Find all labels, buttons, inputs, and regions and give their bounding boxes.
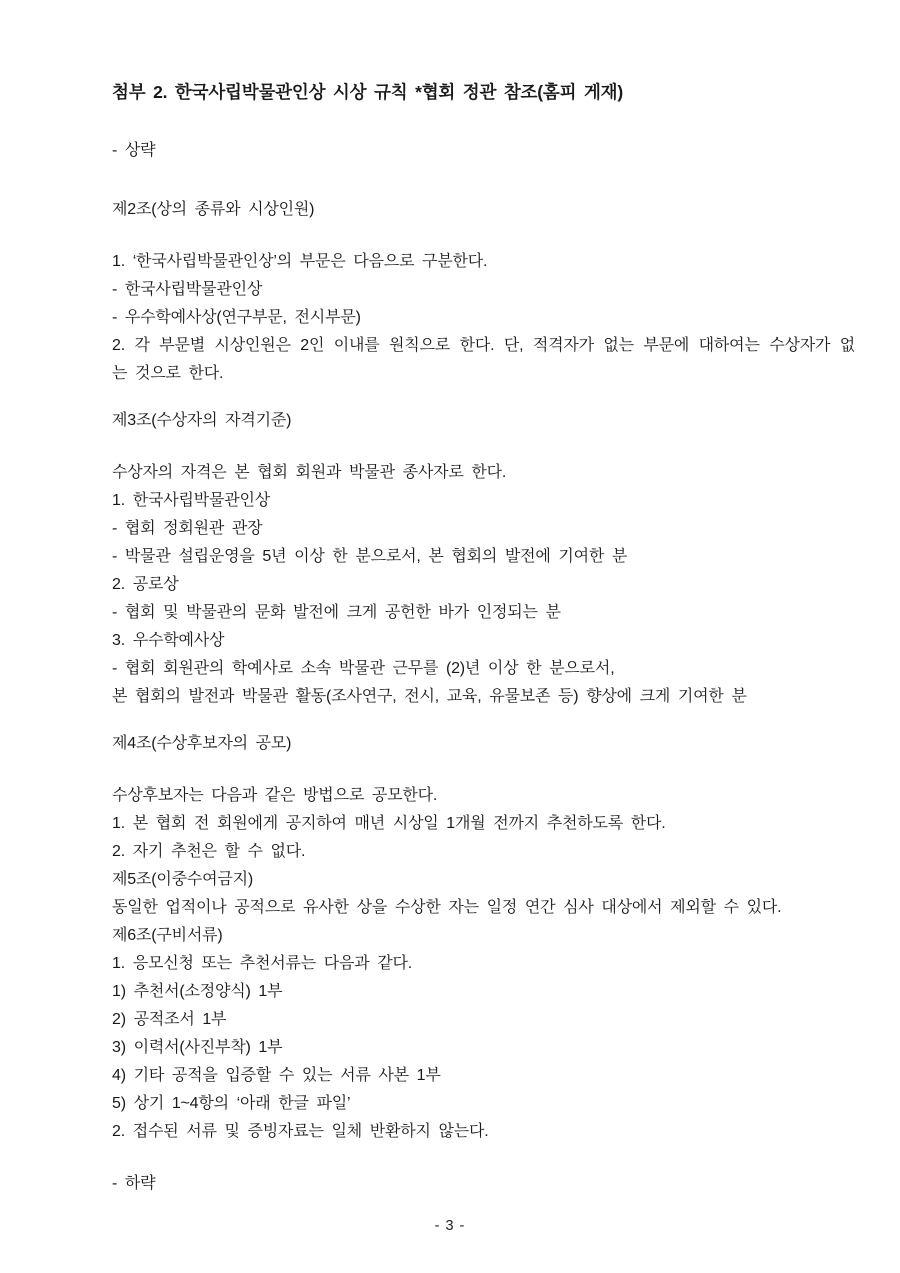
text-line: 1. ‘한국사립박물관인상’의 부문은 다음으로 구분한다. (112, 253, 488, 270)
text-line: - 하략 (112, 1175, 156, 1192)
text-line: 1. 한국사립박물관인상 (112, 492, 270, 509)
blank-gap (112, 1146, 855, 1170)
text-line: 2. 각 부문별 시상인원은 2인 이내를 원칙으로 한다. 단, 적격자가 없는 부문에 대하여는 수상자가 없 (112, 337, 855, 354)
text-line: 1. 응모신청 또는 추천서류는 다음과 같다. (112, 955, 413, 972)
text-line: 제5조(이중수여금지) (112, 871, 254, 888)
text-line: 2. 자기 추천은 할 수 없다. (112, 843, 306, 860)
blank-gap (112, 388, 855, 407)
blank-gap (112, 711, 855, 730)
text-line: 제3조(수상자의 자격기준) (112, 412, 292, 429)
text-line: - 한국사립박물관인상 (112, 281, 263, 298)
text-line: - 상략 (112, 142, 156, 159)
text-line: 5) 상기 1~4항의 ‘아래 한글 파일’ (112, 1095, 351, 1112)
blank-gap (112, 435, 855, 459)
text-line: 2. 접수된 서류 및 증빙자료는 일체 반환하지 않는다. (112, 1123, 489, 1140)
text-line: 수상자의 자격은 본 협회 회원과 박물관 종사자로 한다. (112, 464, 507, 481)
text-line: - 협회 정회원관 관장 (112, 520, 263, 537)
blank-gap (112, 165, 855, 196)
text-line: 2) 공적조서 1부 (112, 1011, 227, 1028)
text-line: 4) 기타 공적을 입증할 수 있는 서류 사본 1부 (112, 1067, 441, 1084)
page-number: - 3 - (434, 1218, 466, 1234)
text-line: 1. 본 협회 전 회원에게 공지하여 매년 시상일 1개월 전까지 추천하도록 한다. (112, 815, 666, 832)
text-line: 2. 공로상 (112, 576, 179, 593)
text-line: - 박물관 설립운영을 5년 이상 한 분으로서, 본 협회의 발전에 기여한 분 (112, 548, 628, 565)
blank-gap (112, 224, 855, 248)
lines-container (112, 137, 855, 1198)
text-line: 는 것으로 한다. (112, 365, 224, 382)
text-line: 제2조(상의 종류와 시상인원) (112, 201, 315, 218)
text-line: 1) 추천서(소정양식) 1부 (112, 983, 283, 1000)
text-line: - 협회 회원관의 학예사로 소속 박물관 근무를 (2)년 이상 한 분으로서, (112, 660, 615, 677)
text-line: - 우수학예사상(연구부문, 전시부문) (112, 309, 361, 326)
text-line: 3. 우수학예사상 (112, 632, 225, 649)
text-line: 수상후보자는 다음과 같은 방법으로 공모한다. (112, 787, 438, 804)
text-line: 본 협회의 발전과 박물관 활동(조사연구, 전시, 교육, 유물보존 등) 향상에 크게 기여한 분 (112, 688, 747, 705)
blank-gap (112, 758, 855, 782)
document-title: 첨부 2. 한국사립박물관인상 시상 규칙 *협회 정관 참조(홈피 게재) (112, 82, 623, 102)
text-line: 제4조(수상후보자의 공모) (112, 735, 292, 752)
text-line: 동일한 업적이나 공적으로 유사한 상을 수상한 자는 일정 연간 심사 대상에서 제외할 수 있다. (112, 899, 782, 916)
text-line: 3) 이력서(사진부착) 1부 (112, 1039, 283, 1056)
text-line: - 협회 및 박물관의 문화 발전에 크게 공헌한 바가 인정되는 분 (112, 604, 561, 621)
text-line: 제6조(구비서류) (112, 927, 223, 944)
